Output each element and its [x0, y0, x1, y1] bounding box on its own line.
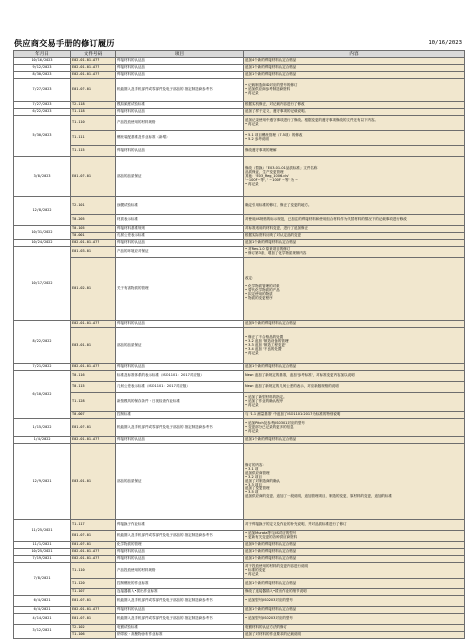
- content-cell: 追加1个新的焊接材料认定合格品: [244, 579, 465, 589]
- item-cell: 焊接材料的认证品: [116, 146, 244, 157]
- table-row: [14, 131, 465, 146]
- content-cell: 修改（替换）「E03-01-01品质标准」文件名称 品质保证、生产变更管理 其他：'E03_Reg_1006.cls' '~100F~等', ' ~100F ~等' 为 ~ • 再记录: [244, 157, 465, 197]
- revision-date-cell: 7/27/2023: [14, 78, 71, 101]
- item-cell: 焊接材料的认证品: [116, 364, 244, 371]
- table-row: [14, 226, 465, 233]
- table-row: [14, 520, 465, 531]
- doc-number-cell: T0-007: [71, 412, 116, 419]
- table-row: [14, 419, 465, 437]
- item-cell: 产品投放使用的材料规格: [116, 115, 244, 130]
- doc-number-cell: E02-01-01-A??: [71, 549, 116, 556]
- content-cell: • 5.1 项目螺丝管理（7.5项）的修改 • 5.2 参考说明: [244, 131, 465, 146]
- revision-date-cell: 10/17/2022: [14, 246, 71, 321]
- column-header-date: 年月日: [14, 51, 71, 58]
- table-row: [14, 257, 465, 320]
- table-row: [14, 328, 465, 364]
- table-header-row: [14, 51, 465, 58]
- revision-date-cell: 7/19/2021: [14, 555, 71, 562]
- content-cell: 追加5个新的焊接材料认定合格品: [244, 542, 465, 549]
- doc-number-cell: E02-01-01-A??: [71, 58, 116, 65]
- item-cell: 机能图入及手机部件或零部件及电子部品的 指定制造商参考书: [116, 419, 244, 437]
- content-cell: 修改遵守事项的理解: [244, 146, 465, 157]
- doc-number-cell: T1-107: [71, 589, 116, 596]
- item-cell: 标准及标准体系的表示标准（ISO1101：2017对应版）: [116, 371, 244, 382]
- doc-number-cell: E01-0?-01: [71, 157, 116, 197]
- revision-date-cell: 11/1/2021: [14, 542, 71, 549]
- doc-number-cell: T0-001: [71, 233, 116, 240]
- item-cell: 控制螺丝的作业标准: [116, 579, 244, 589]
- content-cell: New: 追加了新规定的几何公差的表示，对应新版规格的说明: [244, 382, 465, 393]
- revision-date-cell: 1/15/2022: [14, 419, 71, 437]
- content-cell: 确定引用标准的修订，修正了变更的地方。: [244, 197, 465, 215]
- revision-date-cell: 6/10/2022: [14, 371, 71, 419]
- table-row: [14, 613, 465, 624]
- content-cell: 追加1个新的焊接材料认定合格品: [244, 555, 465, 562]
- content-cell: 电镀材料的认证方法的修订: [244, 624, 465, 631]
- item-cell: 部品的品质保证: [116, 328, 244, 364]
- revision-date-cell: 12/9/2021: [14, 444, 71, 520]
- revision-date-cell: 3/8/2023: [14, 157, 71, 197]
- content-cell: 与 '1.1 测量基准' 中追加了ISO1101:2017为标准的特别说明: [244, 412, 465, 419]
- item-cell: 部品的品质保证: [116, 444, 244, 520]
- item-cell: 控制标准: [116, 412, 244, 419]
- content-cell: 追加记录使用中遵守事项进行了修改。根据变更的遵守事项修改的文件还有以下内容。 • 再记录: [244, 115, 465, 130]
- item-cell: 孔树公差表示标准: [116, 233, 244, 240]
- item-cell: 焊接材料的认证品: [116, 240, 244, 247]
- item-cell: 材质表示标准: [116, 215, 244, 226]
- doc-number-cell: T2-102: [71, 624, 116, 631]
- table-row: [14, 589, 465, 596]
- item-cell: 机能图入及手机部件或零部件及电子部品的 指定制造商参考书: [116, 78, 244, 101]
- item-cell: 纳带胶・高聚物涂布作业标准: [116, 631, 244, 638]
- doc-number-cell: T2-101: [71, 197, 116, 215]
- doc-number-cell: T0-116: [71, 371, 116, 382]
- document-date: 10/16/2023: [428, 40, 462, 46]
- content-cell: • 追加型号JIS0203对应的型号: [244, 613, 465, 624]
- doc-number-cell: E02-01-01-A??: [71, 71, 116, 78]
- content-cell: 追加1个新的焊接材料认定合格品: [244, 364, 465, 371]
- revision-date-cell: 10/31/2022: [14, 226, 71, 240]
- doc-number-cell: E02-01-01-A??: [71, 240, 116, 247]
- item-cell: 涂膜试验标准: [116, 197, 244, 215]
- table-row: [14, 542, 465, 549]
- content-cell: 追加1个新的焊接材料认定合格品: [244, 437, 465, 444]
- content-cell: 追加4个新的焊接材料认定合格品: [244, 58, 465, 65]
- table-row: [14, 606, 465, 613]
- revision-date-cell: 9/12/2023: [14, 64, 71, 71]
- table-row: [14, 624, 465, 631]
- doc-number-cell: T2-118: [71, 102, 116, 109]
- item-cell: 模拟频度试验标准: [116, 102, 244, 109]
- column-header-doc-number: 文件号码: [71, 51, 116, 58]
- doc-number-cell: E02-01-01-A??: [71, 606, 116, 613]
- revision-date-cell: 7/27/2023: [14, 102, 71, 109]
- table-row: [14, 531, 465, 542]
- item-cell: 关于有害物质的管理: [116, 257, 244, 320]
- content-cell: • 追加Murata等与JIS对应的型号 • 更新有关变更的各种供应商资料: [244, 531, 465, 542]
- table-row: [14, 71, 465, 78]
- doc-number-cell: T1-117: [71, 520, 116, 531]
- revision-date-cell: 7/8/2021: [14, 562, 71, 595]
- doc-number-cell: E01-0?-01: [71, 595, 116, 606]
- table-row: [14, 233, 465, 240]
- doc-number-cell: T1-111: [71, 131, 116, 146]
- content-cell: 对使用JIS规格的标示规范，已加注的焊接材料和使用组合材料作为代替材料的情况下的记载事项进行修改: [244, 215, 465, 226]
- item-cell: 焊接材料的认证品: [116, 109, 244, 116]
- item-cell: 焊接材料的认证品: [116, 549, 244, 556]
- document-title: 供应商交易手册的修订履历: [14, 38, 115, 48]
- table-row: [14, 595, 465, 606]
- content-cell: New: 追加了新规定的基准，追加'参考标准'，对标准变更内容加以说明: [244, 371, 465, 382]
- table-row: [14, 549, 465, 556]
- doc-number-cell: T1-128: [71, 393, 116, 412]
- item-cell: 机能图入及手机部件或零部件及电子部品的 指定制造商参考书: [116, 595, 244, 606]
- content-cell: 改定： • 化学物质管理的对象 • 替代化学物质的产品 • 拟定使用的物质 • 物质的变更程序: [244, 257, 465, 320]
- item-cell: 产品投放使用的材料规格: [116, 562, 244, 579]
- content-cell: • 追加了新型材料的指定。 • 追加了作业的确认程序 • 再记录: [244, 393, 465, 412]
- table-row: [14, 393, 465, 412]
- doc-number-cell: T1-115: [71, 146, 116, 157]
- content-cell: 追加1个新的焊接材料认定合格品: [244, 240, 465, 247]
- item-cell: 部品的品质保证: [116, 157, 244, 197]
- content-cell: 追加1个新的焊接材料认定合格品: [244, 71, 465, 78]
- revision-date-cell: 10/16/2023: [14, 58, 71, 65]
- revision-date-cell: 11/25/2021: [14, 520, 71, 542]
- doc-number-cell: T0-115: [71, 382, 116, 393]
- item-cell: 新按模具的保存条件・日视检查作业标准: [116, 393, 244, 412]
- content-cell: • 追加Pitch及参考JIS0301对应的型号 • 变更部分已记录的更多的信息 • 再记录: [244, 419, 465, 437]
- revision-date-cell: 7/21/2022: [14, 364, 71, 371]
- content-cell: • 修正了不合格品的处置 • 3.2 追加 '制造设备的管理' • 3.3 追加 '制造工程变更' • 3.4 追加 '不良的处置' • 再记录: [244, 328, 465, 364]
- doc-number-cell: E03-01-01: [71, 444, 116, 520]
- doc-number-cell: E01-02-01: [71, 257, 116, 320]
- content-cell: 追加1个新的焊接材料认定合格品: [244, 606, 465, 613]
- item-cell: 焊接材料的认证品: [116, 437, 244, 444]
- table-row: [14, 115, 465, 130]
- revision-date-cell: 5/30/2023: [14, 115, 71, 156]
- content-cell: 追加1个新的焊接材料认定合格品: [244, 64, 465, 71]
- revision-date-cell: 8/30/2023: [14, 71, 71, 78]
- table-row: [14, 197, 465, 215]
- item-cell: 机能图入及手机部件或零部件及电子部品的 指定制造商参考书: [116, 531, 244, 542]
- revision-date-cell: 1/4/2022: [14, 437, 71, 444]
- doc-number-cell: E01-0?-01: [71, 542, 116, 549]
- doc-number-cell: T0-205: [71, 215, 116, 226]
- content-cell: 追加了对材料的作业要求的记载说明: [244, 631, 465, 638]
- item-cell: 机能图入及手机部件或零部件及电子部品的 指定制造商参考书: [116, 613, 244, 624]
- content-cell: 追加5个新的焊接材料认定合格品: [244, 321, 465, 328]
- item-cell: 化学物质的管理: [116, 542, 244, 549]
- content-cell: 对标准适用的材料变更，进行了追加修正: [244, 226, 465, 233]
- content-cell: 追加了样于定义，遵守事项的记载说明。: [244, 109, 465, 116]
- revision-date-cell: 6/4/2021: [14, 595, 71, 606]
- table-row: [14, 444, 465, 520]
- doc-number-cell: E01-0?-01: [71, 531, 116, 542]
- doc-number-cell: E02-01-01-A??: [71, 364, 116, 371]
- content-cell: 对于投放使用的材料的变更内容进行说明 • 标准的变更 • 再记录: [244, 562, 465, 579]
- content-cell: 根据实际资料反映了对认定品的变更: [244, 233, 465, 240]
- table-row: [14, 562, 465, 579]
- table-row: [14, 246, 465, 257]
- revision-date-cell: 10/25/2021: [14, 549, 71, 556]
- revision-date-cell: 12/8/2022: [14, 197, 71, 226]
- item-cell: 焊接材料的认证品: [116, 71, 244, 78]
- revision-date-cell: 4/14/2021: [14, 613, 71, 624]
- doc-number-cell: T1-110: [71, 562, 116, 579]
- table-row: [14, 412, 465, 419]
- content-cell: 根据实机修正，对记载内容进行了修改: [244, 102, 465, 109]
- item-cell: 电镀试验标准: [116, 624, 244, 631]
- table-row: [14, 631, 465, 638]
- doc-number-cell: E02-01-01-A??: [71, 555, 116, 562]
- item-cell: 螺丝装配基准及作业标准（新增）: [116, 131, 244, 146]
- content-cell: 对于焊接换子的定义及作业的补充说明，并对品质标准进行了修订: [244, 520, 465, 531]
- content-cell: • 追加型号JIS0203对应的型号: [244, 595, 465, 606]
- doc-number-cell: T1-120: [71, 579, 116, 589]
- table-row: [14, 364, 465, 371]
- column-header-content: 内容: [244, 51, 465, 58]
- revision-history-table: [13, 50, 465, 639]
- item-cell: 产品的环境应对保证: [116, 246, 244, 257]
- table-row: [14, 579, 465, 589]
- content-cell: 修订的内容： • 3.1 项 追加供应商管理 • 3.2 项目 追加了对制造商的确认 • 3.3 项目 追加了变更管理 • 3.5 项 追加供应商的变更、追加了一段说明，追加管理项目，制造的变更，原材料的变更，追加的标准: [244, 444, 465, 520]
- table-row: [14, 437, 465, 444]
- content-cell: • 记载制造商ID对应的型号的修订 • 追加供应商参考制造商资料 • 再记录: [244, 78, 465, 101]
- content-cell: 修改了连接器插入•拔出作业的细节说明: [244, 589, 465, 596]
- item-cell: 焊接材料基准规则: [116, 226, 244, 233]
- table-row: [14, 240, 465, 247]
- item-cell: 焊接材料的认证品: [116, 58, 244, 65]
- item-cell: 焊接材料的认证品: [116, 606, 244, 613]
- content-cell: 追加1个新的焊接材料认定合格品: [244, 549, 465, 556]
- table-row: [14, 58, 465, 65]
- item-cell: 几何公差表示标准（ISO1101：2017对应版）: [116, 382, 244, 393]
- doc-number-cell: E03-01-01: [71, 328, 116, 364]
- item-cell: 连接器插入•拔出作业标准: [116, 589, 244, 596]
- table-row: [14, 555, 465, 562]
- item-cell: 焊接换子作业标准: [116, 520, 244, 531]
- revision-date-cell: 10/24/2022: [14, 240, 71, 247]
- doc-number-cell: T0-105: [71, 226, 116, 233]
- item-cell: 焊接材料的认证品: [116, 555, 244, 562]
- content-cell: • 对Rev.1.0 原来项目的修订 • 修订第3条，增加了化学物质规制内容: [244, 246, 465, 257]
- doc-number-cell: E02-01-01-A??: [71, 437, 116, 444]
- table-row: [14, 146, 465, 157]
- doc-number-cell: E01-0?-01: [71, 613, 116, 624]
- revision-date-cell: 6/22/2023: [14, 109, 71, 116]
- doc-number-cell: T1-106: [71, 631, 116, 638]
- doc-number-cell: E01-03-01: [71, 246, 116, 257]
- revision-date-cell: 3/12/2021: [14, 624, 71, 638]
- item-cell: 焊接材料的认证品: [116, 64, 244, 71]
- table-row: [14, 215, 465, 226]
- doc-number-cell: E02-01-01-A??: [71, 321, 116, 328]
- doc-number-cell: T1-118: [71, 109, 116, 116]
- table-body: [14, 58, 465, 639]
- doc-number-cell: E01-0?-01: [71, 78, 116, 101]
- table-row: [14, 371, 465, 382]
- revision-date-cell: 6/4/2021: [14, 606, 71, 613]
- table-row: [14, 102, 465, 109]
- column-header-item: 项目: [116, 51, 244, 58]
- doc-number-cell: T1-110: [71, 115, 116, 130]
- table-row: [14, 109, 465, 116]
- table-row: [14, 78, 465, 101]
- item-cell: 焊接材料的认证品: [116, 321, 244, 328]
- doc-number-cell: E02-01-01-A??: [71, 64, 116, 71]
- table-row: [14, 382, 465, 393]
- doc-number-cell: E01-0?-01: [71, 419, 116, 437]
- revision-date-cell: 8/22/2022: [14, 321, 71, 364]
- table-row: [14, 157, 465, 197]
- table-row: [14, 321, 465, 328]
- table-row: [14, 64, 465, 71]
